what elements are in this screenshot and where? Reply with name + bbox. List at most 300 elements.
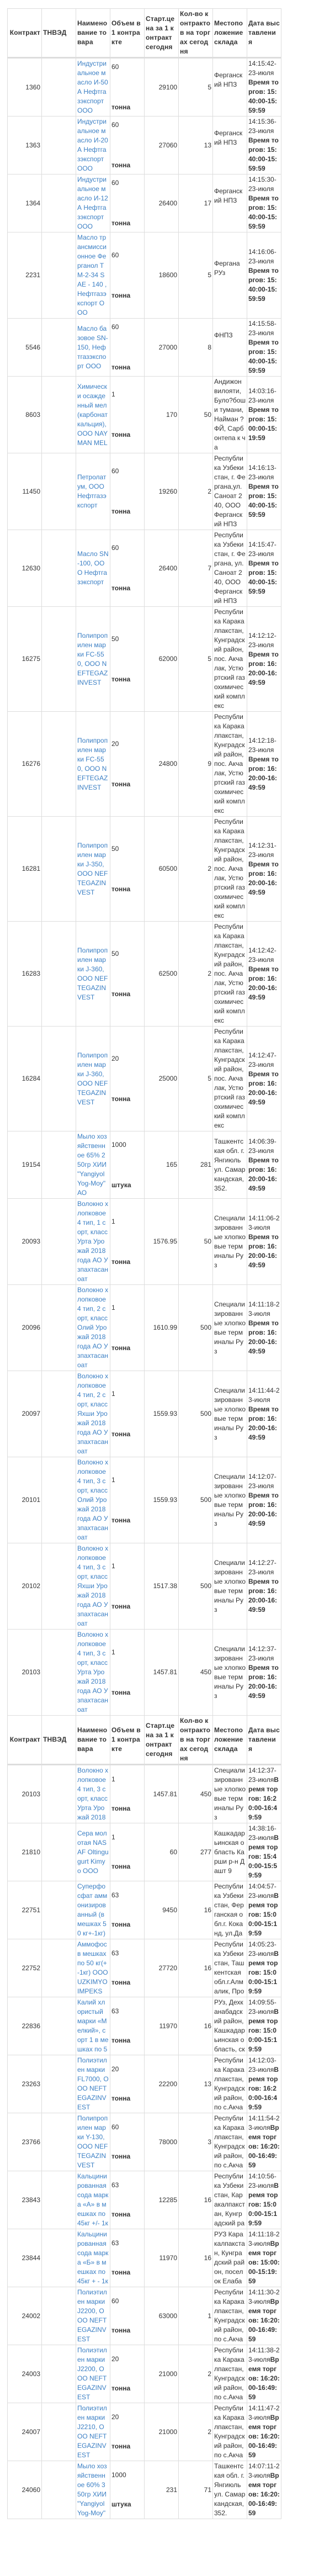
start-price: 1576.95 [145,1199,179,1285]
product-name-cell [76,712,110,817]
volume-cell [110,712,145,817]
product-link[interactable]: Масло SN-100, ООО Нефтгазэкспорт [77,550,109,586]
contracts-count: 5 [179,59,213,117]
table-row [8,1881,281,1939]
product-link[interactable]: Полипропилен марки J-360, ООО NEFTEGAZINVEST [77,1051,108,1106]
listed-time: 14:12:12-23-июля [248,631,276,649]
product-link[interactable]: Сера молотая NASAF Oltingugurt Kimyo ООО [77,1829,109,1875]
column-header-contract[interactable]: Контракт [8,9,42,59]
contract-number: 20102 [8,1543,42,1630]
volume-cell [110,377,145,453]
start-price: 63000 [145,2287,179,2345]
listed-time: 14:06:39-23-июля [248,1137,276,1155]
listed-time: 14:12:27-23-июля [248,1558,276,1576]
contract-number: 20093 [8,1199,42,1285]
start-price: 21000 [145,2403,179,2461]
volume-value: 20 [111,2413,119,2421]
volume-cell [110,453,145,530]
volume-unit: тонна [111,2442,131,2450]
product-link[interactable]: Волокно хлопковое 4 тип, 3 сорт, класс Урта Урожай 2018 [77,1766,109,1821]
tnved-code [42,232,76,319]
volume-cell [110,1457,145,1543]
volume-unit: штука [111,2500,131,2508]
product-link[interactable]: Петролатум, ООО Нефтгазэкспорт [77,473,107,509]
contract-number: 11450 [8,453,42,530]
listed-time: 14:05:23-23-июля [248,1940,276,1958]
product-name-cell [76,1823,110,1881]
tnved-code [42,1881,76,1939]
column-header-location[interactable]: Местоположение склада [213,1716,247,1765]
contracts-count: 5 [179,232,213,319]
listing-date [247,453,281,530]
product-link[interactable]: Полипропилен марки FC-550, ООО NEFTEGAZINVEST [77,736,108,791]
contracts-count: 2 [179,453,213,530]
volume-cell [110,2171,145,2229]
listing-date [247,1285,281,1371]
listing-date [247,2345,281,2403]
contracts-list [7,8,281,2519]
volume-cell [110,232,145,319]
volume-value: 1 [111,390,115,398]
product-link[interactable]: Полиэтилен марки J2200, ООО NEFTEGAZINVEST [77,2288,107,2343]
volume-value: 50 [111,844,119,853]
warehouse-location: Специализированные хлопковые терминалы Руз [213,1285,247,1371]
column-header-location[interactable]: Местоположение склада [213,9,247,59]
product-name-cell [76,607,110,712]
warehouse-location: Андижон вилояти, Було?боши тумани, Найман ?ФЙ, Сарбонтепа к ча [213,377,247,453]
contract-number: 12630 [8,530,42,607]
product-name-cell [76,59,110,117]
listing-date [247,1371,281,1457]
warehouse-location: Республика Каракалпакстан, Кунградский район, по с.Акча [213,2345,247,2403]
trade-window: Время торгов: 16:20:00-16:49:59 [248,1491,279,1527]
start-price: 21000 [145,2345,179,2403]
volume-value: 1 [111,1389,115,1398]
product-link[interactable]: Полиэтилен марки J2200, ООО NEFTEGAZINVEST [77,2346,107,2401]
product-link[interactable]: Индустриальное масло И-12А Нефтгазэкспорт ООО [77,176,108,230]
start-price: 22200 [145,2055,179,2113]
product-name-cell [76,2345,110,2403]
volume-cell [110,1881,145,1939]
listed-time: 14:12:31-23-июля [248,841,276,859]
product-name-cell [76,232,110,319]
table-row [8,377,281,453]
volume-unit: тонна [111,1516,131,1524]
product-link[interactable]: Кальцинированная сода марка «Б» в мешках по 45кг + - 1к [77,2230,109,2285]
volume-value: 63 [111,2239,119,2247]
trade-window: Время торгов: 16:20:00-16:49:59 [248,2472,280,2517]
listing-date [247,1881,281,1939]
listed-time: 14:04:57-23-июля [248,1882,276,1900]
volume-cell [110,2403,145,2461]
warehouse-location: Республика Каракалпакстан, Кунградский район, по с.Акча [213,2055,247,2113]
product-link[interactable]: Волокно хлопковое 4 тип, 3 сорт, класс Урта Урожай 2018 года АО Узпахтасаноат [77,1631,109,1713]
volume-cell [110,2229,145,2287]
product-link[interactable]: Калий хлористый марки «Мелкий», сорт 1 в мешках по 5 [77,1998,109,2053]
contracts-count: 450 [179,1765,213,1823]
volume-value: 1 [111,1648,115,1656]
trade-window: Время торгов: 16:20:00-16:49:59 [248,1405,279,1441]
warehouse-location: Специализированные хлопковые терминалы Руз [213,1457,247,1543]
volume-unit: тонна [111,1979,131,1986]
volume-unit: тонна [111,1805,131,1812]
contract-number: 23844 [8,2229,42,2287]
column-header-listed[interactable]: Дата выставления [247,1716,281,1765]
column-header-price[interactable]: Старт.цена за 1 контракт сегодня [145,9,179,59]
contracts-count: 500 [179,1371,213,1457]
trade-window: Время торгов: 16:20:00-16:49:59 [248,1577,279,1614]
column-header-tnved[interactable]: ТНВЭД [42,9,76,59]
column-header-qty[interactable]: Кол-во контрактов на торгах сегодня [179,9,213,59]
listing-date [247,1199,281,1285]
contracts-count: 8 [179,319,213,377]
listed-time: 14:11:54-23-июля [248,2114,280,2131]
volume-value: 1 [111,1833,115,1841]
volume-cell [110,1630,145,1716]
listed-time: 14:11:44-23-июля [248,1386,280,1404]
contracts-count: 7 [179,530,213,607]
tnved-code [42,530,76,607]
column-header-volume[interactable]: Объем в 1 контракте [110,1716,145,1765]
volume-cell [110,174,145,232]
table-row [8,1543,281,1630]
product-link[interactable]: Мыло хозяйственное 60% 350гр ХИИ "Yangiyol Yog-Moy" [77,2462,107,2517]
listing-date [247,2229,281,2287]
tnved-code [42,2403,76,2461]
product-link[interactable]: Химически осажденный мел (карбонат кальция), ООО NAYMAN MEL [77,382,108,447]
start-price: 9450 [145,1881,179,1939]
contract-number: 19154 [8,1131,42,1199]
start-price: 170 [145,377,179,453]
trade-window: Время торгов: 15:40:00-15:59:59 [248,194,279,230]
start-price: 1559.93 [145,1457,179,1543]
warehouse-location: Ферганский НПЗ [213,117,247,174]
column-header-volume[interactable]: Объем в 1 контракте [110,9,145,59]
volume-unit: тонна [111,1257,131,1266]
column-header-listed[interactable]: Дата выставления [247,9,281,59]
volume-value: 60 [111,323,119,331]
contract-number: 5546 [8,319,42,377]
warehouse-location: Специализированные хлопковые терминалы Руз [213,1630,247,1716]
warehouse-location: Специализированные хлопковые терминалы Руз [213,1765,247,1823]
trade-window: Время торгов: 15:40:00-15:59:59 [248,338,279,374]
tnved-code [42,1199,76,1285]
volume-value: 63 [111,2007,119,2015]
volume-value: 20 [111,2065,119,2073]
contract-number: 24003 [8,2345,42,2403]
volume-unit: тонна [111,584,131,592]
start-price: 1559.93 [145,1371,179,1457]
volume-cell [110,117,145,174]
start-price: 26400 [145,530,179,607]
product-link[interactable]: Мыло хозяйственное 65% 250гр ХИИ "Yangiyol Yog-Moy" АО [77,1133,107,1197]
product-link[interactable]: Масло базовое SN-150, Нефтгазэкспорт ООО [77,324,108,370]
product-link[interactable]: Полиэтилен марки FL7000, ООО NEFTEGAZINVEST [77,2056,109,2111]
product-link[interactable]: Волокно хлопковое 4 тип, 3 сорт, класс Олий Урожай 2018 года АО Узпахтасаноат [77,1458,109,1541]
trade-window: Время торгов: 16:20:00-16:49:59 [248,2124,280,2169]
listed-time: 14:11:38-23-июля [248,2346,280,2363]
volume-unit: штука [111,1181,131,1189]
warehouse-location: Республика Каракалпакстан, Кунградский район, пос. Акчалак, Устюртский газохимический комплекс [213,712,247,817]
tnved-code [42,2171,76,2229]
product-name-cell [76,2113,110,2171]
warehouse-location: Республика Каракалпакстан, Кунградский район, по с.Акча [213,2403,247,2461]
table-row [8,817,281,922]
product-link[interactable]: Волокно хлопковое 4 тип, 1 сорт, класс Урта Урожай 2018 года АО Узпахтасаноат [77,1200,109,1283]
volume-unit: тонна [111,1863,131,1870]
listing-date [247,117,281,174]
listed-time: 14:11:06-23-июля [248,1214,280,1231]
volume-cell [110,1939,145,1997]
listed-time: 14:15:58-23-июля [248,320,276,337]
volume-value: 1 [111,1562,115,1570]
start-price: 1610.99 [145,1285,179,1371]
product-name-cell [76,453,110,530]
table-row [8,1285,281,1371]
listing-date [247,1543,281,1630]
table-row [8,453,281,530]
listing-date [247,1765,281,1823]
volume-unit: тонна [111,507,131,515]
product-name-cell [76,1881,110,1939]
product-name-cell [76,1457,110,1543]
table-row [8,2461,281,2519]
volume-unit: тонна [111,161,131,169]
warehouse-location: Республика Каракалпакстан, Кунградский район, пос. Акчалак, Устюртский газохимический комплекс [213,922,247,1027]
listing-date [247,1939,281,1997]
start-price: 1457.81 [145,1630,179,1716]
product-link[interactable]: Волокно хлопковое 4 тип, 3 сорт, класс Яхши Урожай 2018 года АО Узпахтасаноат [77,1544,109,1627]
product-link[interactable]: Полипропилен марки Y-130, ООО NEFTEGAZINVEST [77,2114,108,2169]
product-link[interactable]: Кальцинированная сода марка «А» в мешках по 45кг +/- 1к [77,2172,109,2227]
column-header-name[interactable]: Наименование товара [76,1716,110,1765]
listing-date [247,712,281,817]
contracts-table-main [7,8,281,1716]
contract-number: 24007 [8,2403,42,2461]
trade-window: Время торгов: 16:20:00-16:49:59 [248,650,279,686]
start-price: 1457.81 [145,1765,179,1823]
product-link[interactable]: Полипропилен марки FC-550, ООО NEFTEGAZINVEST [77,631,108,686]
listing-date [247,922,281,1027]
volume-value: 60 [111,251,119,259]
product-name-cell [76,174,110,232]
column-header-contract[interactable]: Контракт [8,1716,42,1765]
contracts-count: 2 [179,2345,213,2403]
volume-cell [110,2287,145,2345]
product-name-cell [76,1027,110,1131]
tnved-code [42,1630,76,1716]
product-name-cell [76,2229,110,2287]
warehouse-location: Республика Каракалпакстан, Кунградский район, пос. Акчалак, Устюртский газохимический комплекс [213,817,247,922]
volume-value: 20 [111,739,119,748]
warehouse-location: Республика Каракалпакстан, Кунградский район, пос. Акчалак, Устюртский газохимический комплекс [213,1027,247,1131]
product-name-cell [76,377,110,453]
trade-window: Время торгов: 15:40:00-15:59:59 [248,266,279,303]
contract-number: 20101 [8,1457,42,1543]
listed-time: 14:11:18-23-июля [248,2230,280,2247]
contracts-count: 500 [179,1285,213,1371]
volume-value: 60 [111,2123,119,2131]
table-row [8,319,281,377]
trade-window: Время торгов: 15:00:00-15:19:59 [248,2240,280,2285]
warehouse-location: Республика Узбекистан, г. Фергана, ул. Саноат 240, ООО Ферганский НПЗ [213,530,247,607]
contracts-count: 3 [179,2113,213,2171]
warehouse-location: Республика Узбекистан, г. Фергана,ул. Саноат 240, ООО Ферганский НПЗ [213,453,247,530]
listed-time: 14:07:11-23-июля [248,2462,280,2479]
column-header-tnved[interactable]: ТНВЭД [42,1716,76,1765]
trade-window: Время торгов: 16:20:00-16:49:59 [248,755,279,791]
warehouse-location: РУз, Дехканабадский район, Кашкадарьинская область, ск [213,1997,247,2055]
contract-number: 23766 [8,2113,42,2171]
listing-date [247,174,281,232]
volume-value: 20 [111,2355,119,2363]
table-row [8,1630,281,1716]
start-price: 27720 [145,1939,179,1997]
tnved-code [42,2345,76,2403]
volume-cell [110,59,145,117]
column-header-price[interactable]: Старт.цена за 1 контракт сегодня [145,1716,179,1765]
listing-date [247,817,281,922]
tnved-code [42,1543,76,1630]
volume-cell [110,1199,145,1285]
volume-unit: тонна [111,1094,131,1103]
product-link[interactable]: Индустриальное масло И-20А Нефтгазэкспорт ООО [77,118,108,172]
volume-value: 60 [111,121,119,129]
volume-cell [110,817,145,922]
product-link[interactable]: Волокно хлопковое 4 тип, 2 сорт, класс Яхши Урожай 2018 года АО Узпахтасаноат [77,1372,109,1455]
product-name-cell [76,1765,110,1823]
volume-value: 50 [111,634,119,643]
listing-date [247,2055,281,2113]
contracts-count: 1 [179,2287,213,2345]
tnved-code [42,1131,76,1199]
table-row [8,1997,281,2055]
warehouse-location: Специализированные хлопковые терминалы Руз [213,1199,247,1285]
trade-window: Время торгов: 15:00:00-15:19:59 [248,2008,279,2053]
warehouse-location: Кашкадарьинская область Карши р-н Дашт 9 [213,1823,247,1881]
listing-date [247,2287,281,2345]
product-link[interactable]: Индустриальное масло И-50А Нефтгазэкспорт ООО [77,60,108,114]
product-name-cell [76,1997,110,2055]
contract-number: 2231 [8,232,42,319]
volume-value: 20 [111,1054,119,1062]
warehouse-location: Ферганский НПЗ [213,174,247,232]
table-header-row [8,1716,281,1765]
start-price: 29100 [145,59,179,117]
trade-window: Время торгов: 16:20:00-16:49:59 [248,860,279,896]
listed-time: 14:15:47-23-июля [248,541,276,558]
start-price: 19260 [145,453,179,530]
contract-number: 24060 [8,2461,42,2519]
volume-unit: тонна [111,219,131,227]
listing-date [247,1457,281,1543]
table-row [8,174,281,232]
listing-date [247,377,281,453]
product-link[interactable]: Масло трансмиссионное Ферганол ТМ-2-34 SAE - 140 , Нефтгазэкспорт ООО [77,234,107,316]
contracts-count: 13 [179,2055,213,2113]
warehouse-location: Республика Узбекистан, Каракалпакстан, Кунградский ра [213,2171,247,2229]
product-link[interactable]: Суперфосфат аммонизированный (в мешках 50 кг+-1кг) [77,1882,108,1937]
product-name-cell [76,1285,110,1371]
contracts-count: 50 [179,377,213,453]
trade-window: Время торгов: 15:40:00-15:59:59 [248,78,279,114]
tnved-code [42,59,76,117]
warehouse-location: Фергана РУз [213,232,247,319]
listed-time: 14:15:36-23-июля [248,118,276,135]
contract-number: 20103 [8,1630,42,1716]
contracts-count: 281 [179,1131,213,1199]
tnved-code [42,453,76,530]
tnved-code [42,2461,76,2519]
tnved-code [42,174,76,232]
listing-date [247,1630,281,1716]
volume-unit: тонна [111,2094,131,2102]
contract-number: 16275 [8,607,42,712]
contract-number: 23843 [8,2171,42,2229]
start-price: 27000 [145,319,179,377]
volume-unit: тонна [111,2384,131,2392]
product-link[interactable]: Аммофос в мешках по 50 кг(+ -1кг) ООО UZKIMYOIMPEKS [77,1940,108,1995]
contracts-count: 13 [179,117,213,174]
volume-cell [110,2345,145,2403]
volume-cell [110,2461,145,2519]
tnved-code [42,1285,76,1371]
start-price: 62000 [145,607,179,712]
column-header-name[interactable]: Наименование товара [76,9,110,59]
product-link[interactable]: Полипропилен марки J-360, ООО NEFTEGAZINVEST [77,946,108,1001]
tnved-code [42,2055,76,2113]
product-link[interactable]: Волокно хлопковое 4 тип, 2 сорт, класс Олий Урожай 2018 года АО Узпахтасаноат [77,1286,109,1369]
product-name-cell [76,2055,110,2113]
contract-number: 8603 [8,377,42,453]
contracts-count: 2 [179,817,213,922]
table-row [8,1027,281,1131]
column-header-qty[interactable]: Кол-во контрактов на торгах сегодня [179,1716,213,1765]
warehouse-location: Республика Каракалпакстан, Кунградский район, пос. Акчалак, Устюртский газохимический комплекс [213,607,247,712]
listed-time: 14:12:18-23-июля [248,736,276,754]
start-price: 27060 [145,117,179,174]
tnved-code [42,319,76,377]
listed-time: 14:12:47-23-июля [248,1051,276,1069]
table-row [8,59,281,117]
contracts-count: 5 [179,607,213,712]
volume-unit: тонна [111,2210,131,2218]
contracts-count: 50 [179,1199,213,1285]
trade-window: Время торгов: 15:00:00-15:19:59 [248,1892,279,1937]
tnved-code [42,1027,76,1131]
contract-number: 22751 [8,1881,42,1939]
tnved-code [42,1457,76,1543]
volume-cell [110,1823,145,1881]
listed-time: 14:15:42-23-июля [248,60,276,77]
product-link[interactable]: Полипропилен марки J-350, ООО NEFTEGAZINVEST [77,841,108,896]
contracts-count: 71 [179,2461,213,2519]
trade-window: Время торгов: 15:40:00-15:59:59 [248,136,279,172]
table-row [8,1131,281,1199]
tnved-code [42,607,76,712]
listed-time: 14:16:13-23-июля [248,464,276,481]
product-link[interactable]: Полиэтилен марки J2210, ООО NEFTEGAZINVEST [77,2404,107,2459]
listing-date [247,232,281,319]
warehouse-location: Специализированные хлопковые терминалы Руз [213,1371,247,1457]
volume-cell [110,922,145,1027]
volume-value: 50 [111,949,119,958]
contract-number: 1364 [8,174,42,232]
contract-number: 22836 [8,1997,42,2055]
start-price: 26400 [145,174,179,232]
warehouse-location: Ферганский НПЗ [213,59,247,117]
listed-time: 14:11:47-23-июля [248,2404,280,2421]
